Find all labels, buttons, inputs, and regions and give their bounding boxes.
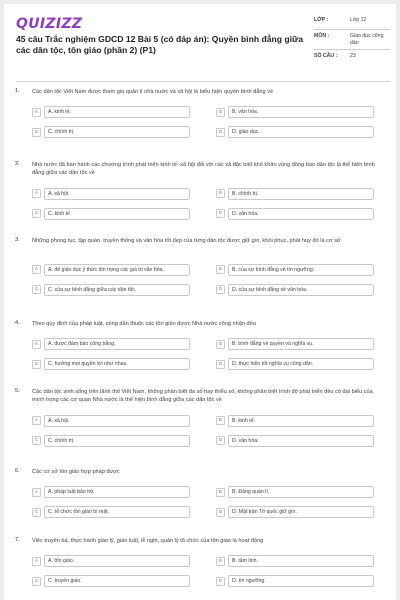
- option-text: D. tín ngưỡng.: [228, 575, 374, 587]
- option-text: C. truyền giáo.: [44, 575, 190, 587]
- question-text: Việc truyền bá, thực hành giáo lý, giáo luật, lễ nghi, quản lý tổ chức của tôn giáo là hoạt động: [32, 538, 264, 544]
- meta-row-question-count: [314, 50, 390, 66]
- option-text: A. để giáo dục ý thức tôn trọng các giá trị văn hóa.: [44, 264, 190, 276]
- option-letter-box[interactable]: C: [32, 577, 41, 586]
- meta-label: SỐ CÂU :: [314, 53, 338, 59]
- option-letter-box[interactable]: A: [32, 416, 41, 425]
- meta-row-class: [314, 14, 390, 30]
- option-text: C. của sự bình đẳng giữa các dân tộc.: [44, 284, 190, 296]
- question-text: Theo quy định của pháp luật, công dân thuộc các tôn giáo được Nhà nước công nhận đều: [32, 321, 256, 327]
- option-letter-box[interactable]: C: [32, 508, 41, 517]
- option-letter-box[interactable]: C: [32, 360, 41, 369]
- option-letter-box[interactable]: A: [32, 557, 41, 566]
- option-text: C. hưởng mọi quyền lợi như nhau.: [44, 358, 190, 370]
- option-letter-box[interactable]: B: [216, 340, 225, 349]
- option-text: C. tổ chức tôn giáo bí mật.: [44, 506, 190, 518]
- option-text: A. xã hội.: [44, 188, 190, 200]
- question-text: Các dân tộc sinh sống trên lãnh thổ Việt Nam, không phân biệt đa số hay thiểu số, không phân biệt trình độ phát triển đều có đại biểu của mình trong các cơ quan Nhà nước là thể hiện bình đẳng giữa các dân tộc về: [32, 389, 373, 404]
- answer-option[interactable]: [32, 208, 190, 220]
- question-number: 3.: [15, 237, 20, 243]
- option-letter-box[interactable]: B: [216, 557, 225, 566]
- option-letter-box[interactable]: B: [216, 488, 225, 497]
- option-text: D. văn hóa.: [228, 435, 374, 447]
- question-number: 5.: [15, 388, 20, 394]
- meta-row-subject: [314, 30, 390, 50]
- option-text: D. của sự bình đẳng về văn hóa.: [228, 284, 374, 296]
- meta-value: 23: [350, 53, 356, 59]
- question-number: 1.: [15, 88, 20, 94]
- option-letter-box[interactable]: D: [216, 577, 225, 586]
- option-letter-box[interactable]: A: [32, 340, 41, 349]
- answer-option[interactable]: [216, 338, 374, 350]
- option-text: A. tôn giáo.: [44, 555, 190, 567]
- answer-option[interactable]: [32, 415, 190, 427]
- option-text: C. kinh tế.: [44, 208, 190, 220]
- answer-option[interactable]: [216, 415, 374, 427]
- worksheet-title: 45 câu Trắc nghiệm GDCD 12 Bài 5 (có đáp án): Quyền bình đẳng giữa các dân tộc, tôn giáo (phần 2) (P1): [16, 34, 304, 55]
- option-text: A. được đảm bảo công bằng.: [44, 338, 190, 350]
- answer-option[interactable]: [32, 575, 190, 587]
- worksheet-header: [4, 4, 396, 82]
- meta-value: Lớp 12: [350, 17, 367, 23]
- option-text: A. xã hội.: [44, 415, 190, 427]
- header-divider: [16, 81, 390, 82]
- answer-option[interactable]: [216, 486, 374, 498]
- worksheet-page: [4, 4, 396, 600]
- option-letter-box[interactable]: D: [216, 209, 225, 218]
- option-text: A. pháp luật bảo hộ.: [44, 486, 190, 498]
- option-text: D. văn hóa.: [228, 208, 374, 220]
- option-text: B. kinh tế.: [228, 415, 374, 427]
- question-text: Những phong tục, tập quán, truyền thống và văn hóa tốt đẹp của từng dân tộc được giữ gìn, khôi phục, phát huy đó là cơ sở: [32, 238, 341, 244]
- option-text: C. chính trị.: [44, 435, 190, 447]
- option-letter-box[interactable]: B: [216, 265, 225, 274]
- answer-option[interactable]: [32, 358, 190, 370]
- option-letter-box[interactable]: A: [32, 189, 41, 198]
- answer-option[interactable]: [32, 435, 190, 447]
- answer-option[interactable]: [216, 126, 374, 138]
- answer-option[interactable]: [216, 435, 374, 447]
- answer-option[interactable]: [216, 358, 374, 370]
- answer-option[interactable]: [32, 188, 190, 200]
- answer-option[interactable]: [216, 188, 374, 200]
- meta-value: Giáo dục công dân: [350, 33, 384, 46]
- answer-option[interactable]: [216, 264, 374, 276]
- option-text: D. giáo dục.: [228, 126, 374, 138]
- answer-option[interactable]: [216, 555, 374, 567]
- option-letter-box[interactable]: D: [216, 436, 225, 445]
- answer-option[interactable]: [32, 126, 190, 138]
- option-letter-box[interactable]: D: [216, 128, 225, 137]
- answer-option[interactable]: [32, 264, 190, 276]
- option-letter-box[interactable]: B: [216, 189, 225, 198]
- option-letter-box[interactable]: D: [216, 360, 225, 369]
- option-text: A. kinh tế.: [44, 106, 190, 118]
- answer-option[interactable]: [32, 506, 190, 518]
- answer-option[interactable]: [216, 284, 374, 296]
- answer-option[interactable]: [216, 106, 374, 118]
- question-text: Các dân tộc Việt Nam được tham gia quản lí nhà nước và xã hội là biểu hiện quyền bình đẳng về: [32, 89, 274, 95]
- answer-option[interactable]: [32, 338, 190, 350]
- option-letter-box[interactable]: A: [32, 108, 41, 117]
- answer-option[interactable]: [216, 575, 374, 587]
- answer-option[interactable]: [32, 555, 190, 567]
- option-letter-box[interactable]: B: [216, 108, 225, 117]
- option-letter-box[interactable]: D: [216, 508, 225, 517]
- answer-option[interactable]: [32, 284, 190, 296]
- option-text: B. Đảng quản lí.: [228, 486, 374, 498]
- question-number: 7.: [15, 537, 20, 543]
- option-text: B. chính trị.: [228, 188, 374, 200]
- option-text: B. của sự bình đẳng về tín ngưỡng.: [228, 264, 374, 276]
- option-letter-box[interactable]: C: [32, 128, 41, 137]
- option-letter-box[interactable]: A: [32, 488, 41, 497]
- question-text: Nhà nước đã ban hành các chương trình phát triển kinh tế- xã hội đối với các xã đặc biệt khó khăn vùng đồng bào dân tộc là thể hiện bình đẳng giữa các dân tộc về: [32, 162, 375, 177]
- option-letter-box[interactable]: A: [32, 265, 41, 274]
- option-letter-box[interactable]: C: [32, 436, 41, 445]
- quizizz-logo: QUIZIZZ: [16, 16, 83, 32]
- option-letter-box[interactable]: D: [216, 285, 225, 294]
- option-text: D. Mặt trận Tổ quốc giữ gìn.: [228, 506, 374, 518]
- answer-option[interactable]: [216, 208, 374, 220]
- option-text: D. thực hiện tốt nghĩa vụ công dân.: [228, 358, 374, 370]
- question-text: Các cơ sở tôn giáo hợp pháp được: [32, 469, 120, 475]
- option-text: C. chính trị.: [44, 126, 190, 138]
- meta-label: LỚP :: [314, 17, 329, 23]
- option-letter-box[interactable]: C: [32, 285, 41, 294]
- answer-option[interactable]: [32, 486, 190, 498]
- option-text: B. văn hóa.: [228, 106, 374, 118]
- answer-option[interactable]: [216, 506, 374, 518]
- question-number: 6.: [15, 468, 20, 474]
- option-letter-box[interactable]: C: [32, 209, 41, 218]
- question-number: 2.: [15, 161, 20, 167]
- option-text: B. bình đẳng về quyền và nghĩa vụ.: [228, 338, 374, 350]
- question-number: 4.: [15, 320, 20, 326]
- option-text: B. tâm linh.: [228, 555, 374, 567]
- worksheet-meta: [314, 14, 390, 66]
- meta-label: MÔN :: [314, 33, 330, 39]
- option-letter-box[interactable]: B: [216, 416, 225, 425]
- answer-option[interactable]: [32, 106, 190, 118]
